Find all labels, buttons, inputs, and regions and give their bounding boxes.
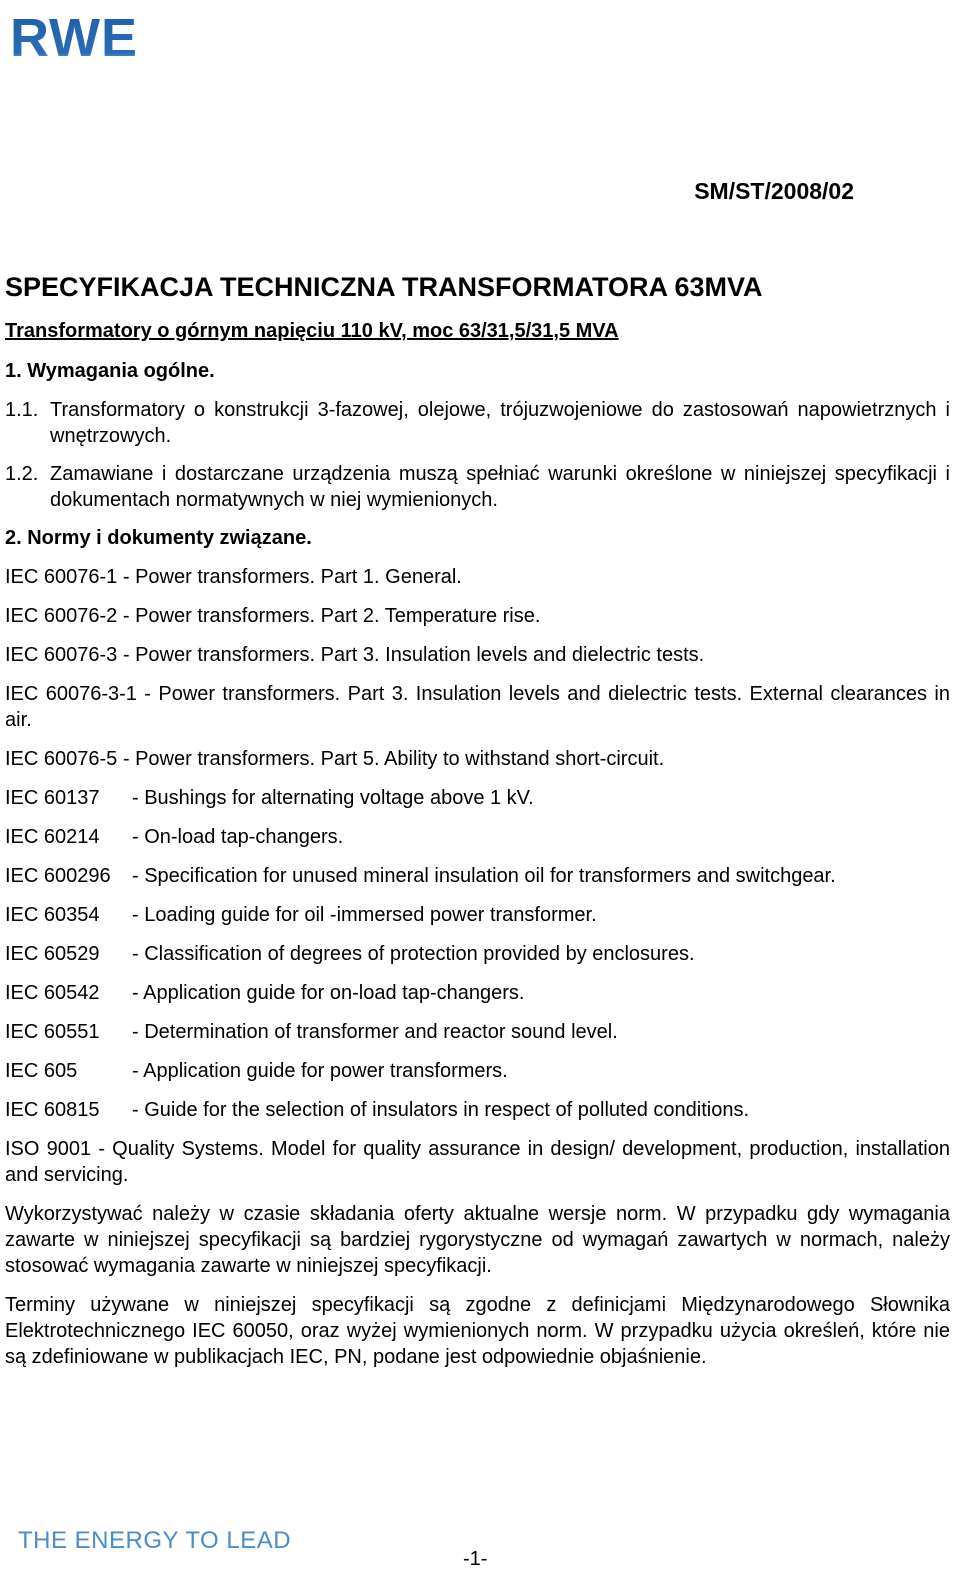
standard-description: - Application guide for on-load tap-changers. <box>132 982 525 1004</box>
standard-code: IEC 60529 <box>5 943 100 965</box>
standard-reference <box>5 1058 950 1084</box>
standard-reference <box>5 980 950 1006</box>
standard-code: IEC 60542 <box>5 982 100 1004</box>
standard-description: - Bushings for alternating voltage above 1 kV. <box>132 787 534 809</box>
rwe-logo-image <box>8 8 178 78</box>
standard-code: IEC 60214 <box>5 826 100 848</box>
standard-reference <box>5 863 950 889</box>
standard-description: - Loading guide for oil -immersed power transformer. <box>132 904 597 926</box>
standard-description: - Classification of degrees of protection provided by enclosures. <box>132 943 695 965</box>
document-number: SM/ST/2008/02 <box>694 178 854 204</box>
standard-code: IEC 600296 <box>5 865 111 887</box>
item-number: 1.2. <box>5 463 39 485</box>
standard-description: - On-load tap-changers. <box>132 826 344 848</box>
item-text: Zamawiane i dostarczane urządzenia muszą spełniać warunki określone w niniejszej specyfikacji i dokumentach normatywnych w niej wymienionych. <box>50 463 950 511</box>
document-title: SPECYFIKACJA TECHNICZNA TRANSFORMATORA 63MVA <box>5 272 763 302</box>
item-number: 1.1. <box>5 399 39 421</box>
document-subtitle: Transformatory o górnym napięciu 110 kV, moc 63/31,5/31,5 MVA <box>5 320 619 342</box>
standard-reference <box>5 1019 950 1045</box>
svg-text:RWE: RWE <box>10 8 139 68</box>
standard-reference <box>5 1097 950 1123</box>
standard-reference: IEC 60076-3-1 - Power transformers. Part 3. Insulation levels and dielectric tests. External clearances in air. <box>5 683 950 731</box>
standard-code: IEC 60137 <box>5 787 100 809</box>
page-number: -1- <box>463 1548 488 1570</box>
standard-description: - Application guide for power transformers. <box>132 1060 508 1082</box>
standard-description: - Specification for unused mineral insulation oil for transformers and switchgear. <box>132 865 836 887</box>
standard-reference: IEC 60076-3 - Power transformers. Part 3. Insulation levels and dielectric tests. <box>5 644 705 666</box>
standard-reference: IEC 60076-2 - Power transformers. Part 2. Temperature rise. <box>5 605 541 627</box>
standard-code: IEC 60551 <box>5 1021 100 1043</box>
document-body <box>5 270 950 1383</box>
section-1-heading: 1. Wymagania ogólne. <box>5 360 215 382</box>
iso-reference: ISO 9001 - Quality Systems. Model for quality assurance in design/ development, production, installation and servicing. <box>5 1138 950 1186</box>
standard-description: - Determination of transformer and reactor sound level. <box>132 1021 618 1043</box>
footer-brand-tagline: THE ENERGY TO LEAD <box>18 1527 292 1554</box>
standard-description: - Guide for the selection of insulators in respect of polluted conditions. <box>132 1099 750 1121</box>
standard-reference <box>5 785 950 811</box>
standard-code: IEC 605 <box>5 1060 78 1082</box>
standard-reference <box>5 824 950 850</box>
standard-reference <box>5 941 950 967</box>
item-text: Transformatory o konstrukcji 3-fazowej, olejowe, trójuzwojeniowe do zastosowań napowietrznych i wnętrzowych. <box>50 399 950 447</box>
norms-version-paragraph: Wykorzystywać należy w czasie składania oferty aktualne wersje norm. W przypadku gdy wymagania zawarte w niniejszej specyfikacji są bardziej rygorystyczne od wymagań zawartych w normach, należy stosować wymagania zawarte w niniejszej specyfikacji. <box>5 1203 950 1277</box>
standard-reference <box>5 902 950 928</box>
standard-reference: IEC 60076-5 - Power transformers. Part 5. Ability to withstand short-circuit. <box>5 748 665 770</box>
standard-code: IEC 60815 <box>5 1099 100 1121</box>
section-2-heading: 2. Normy i dokumenty związane. <box>5 527 312 549</box>
numbered-item <box>5 397 950 449</box>
standard-code: IEC 60354 <box>5 904 100 926</box>
terminology-paragraph: Terminy używane w niniejszej specyfikacji są zgodne z definicjami Międzynarodowego Słownika Elektrotechnicznego IEC 60050, oraz wyżej wymienionych norm. W przypadku użycia określeń, które nie są zdefiniowane w publikacjach IEC, PN, podane jest odpowiednie objaśnienie. <box>5 1294 950 1368</box>
rwe-logo <box>8 8 178 78</box>
numbered-item <box>5 461 950 513</box>
standard-reference: IEC 60076-1 - Power transformers. Part 1. General. <box>5 566 462 588</box>
